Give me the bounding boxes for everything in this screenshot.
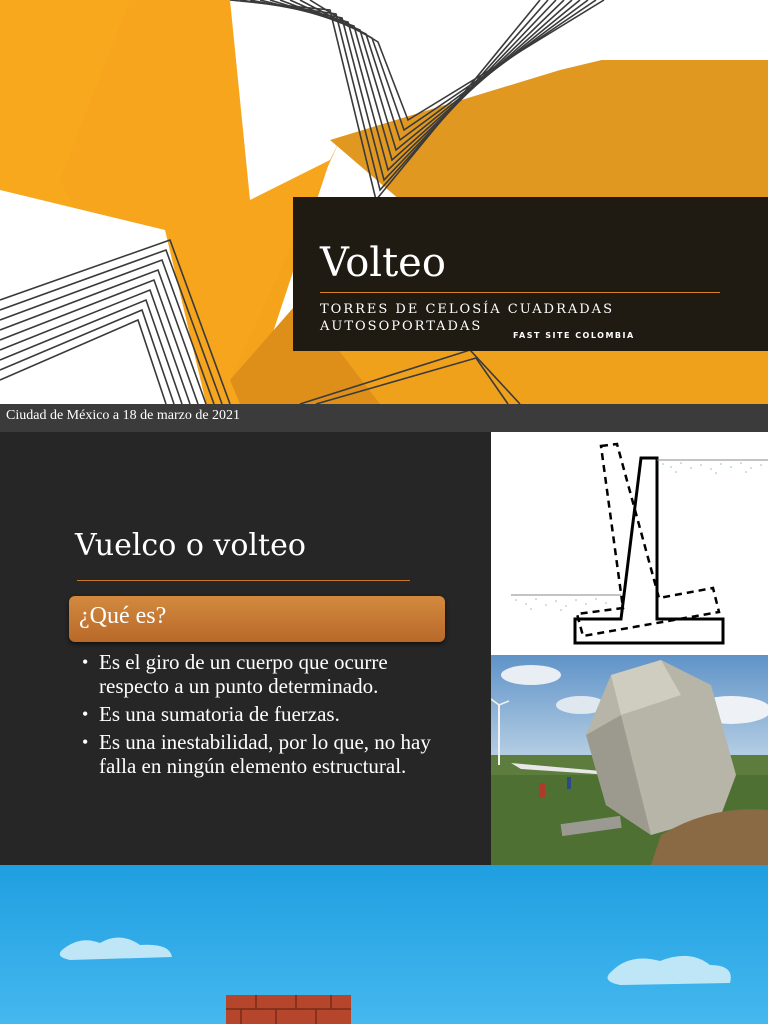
content-slide: [0, 432, 768, 865]
bullet-text: Es una sumatoria de fuerzas.: [99, 702, 340, 726]
bullet-text: Es una inestabilidad, por lo que, no hay falla en ningún elemento estructural.: [99, 730, 431, 778]
overturning-diagram: [491, 432, 768, 655]
bullet-item: [80, 702, 440, 726]
slide-title: Volteo: [320, 240, 446, 286]
section-divider: [77, 580, 410, 581]
bullet-icon: •: [82, 704, 89, 724]
slide-subtitle: TORRES DE CELOSÍA CUADRADAS AUTOSOPORTADAS: [320, 302, 614, 334]
title-divider: [320, 292, 720, 293]
bullet-item: [80, 650, 440, 698]
bullet-icon: •: [82, 732, 89, 752]
brand-label: FAST SITE COLOMBIA: [513, 331, 635, 340]
date-location: Ciudad de México a 18 de marzo de 2021: [6, 408, 241, 423]
footer-bar: [0, 404, 768, 432]
subheading-box: [69, 596, 445, 642]
section-title: Vuelco o volteo: [75, 528, 306, 563]
title-box: [293, 197, 768, 351]
subheading: ¿Qué es?: [79, 603, 167, 629]
bullet-text: Es el giro de un cuerpo que ocurre respecto a un punto determinado.: [99, 650, 388, 698]
bullet-icon: •: [82, 652, 89, 672]
title-slide: [0, 0, 768, 432]
bullet-list: [80, 650, 440, 782]
next-slide-preview: [0, 865, 768, 1024]
bullet-item: [80, 730, 440, 778]
overturned-foundation-photo: [491, 655, 768, 865]
